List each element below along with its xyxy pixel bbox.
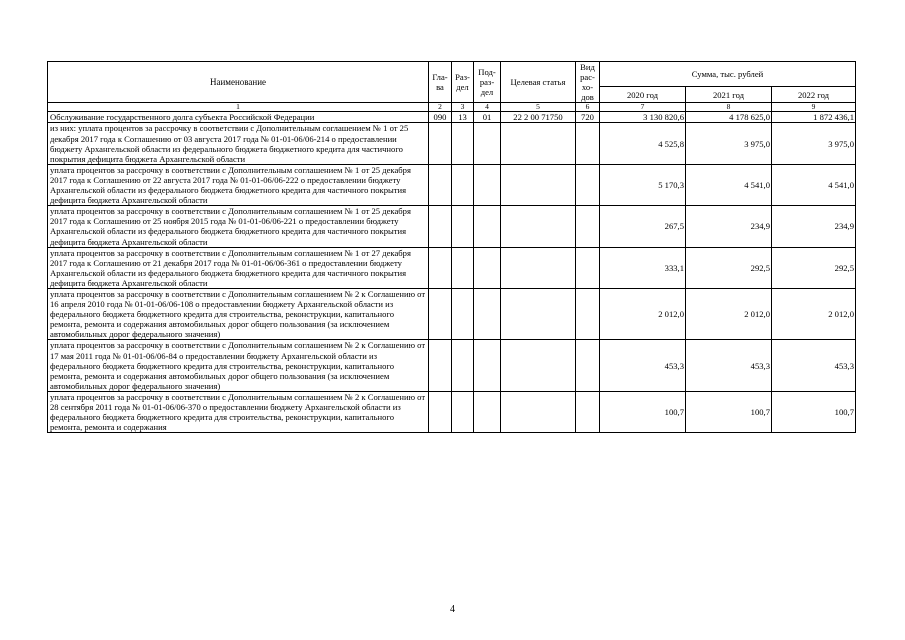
main-row-2021: 4 178 625,0 [686,112,772,123]
detail-rows [48,123,856,433]
row-podrazdel [474,391,501,432]
table-row [48,123,856,164]
row-razdel [452,123,474,164]
row-vid [576,247,600,288]
row-target [501,391,576,432]
row-2021: 292,5 [686,247,772,288]
row-name: уплата процентов за рассрочку в соответствии с Дополнительным соглашением № 1 от 25 декабря 2017 года к Соглашению от 25 ноября 2015 года № 01-01-06/06-221 о предоставлении бюджету Архангельской области из федерального бюджета бюджетного кредита для частичного покрытия дефицита бюджета Архангельской области [48,206,429,247]
header-name: Наименование [48,62,429,103]
row-target [501,123,576,164]
row-razdel [452,164,474,205]
row-2021: 3 975,0 [686,123,772,164]
header-podrazdel: Под-раз-дел [474,62,501,103]
row-target [501,340,576,391]
row-2020: 333,1 [600,247,686,288]
row-vid [576,340,600,391]
row-2021: 453,3 [686,340,772,391]
row-glava [429,247,452,288]
row-razdel [452,340,474,391]
header-vid: Вид рас-хо-дов [576,62,600,103]
main-row-glava: 090 [429,112,452,123]
row-glava [429,340,452,391]
row-name: уплата процентов за рассрочку в соответствии с Дополнительным соглашением № 1 от 27 декабря 2017 года к Соглашению от 21 декабря 2017 года № 01-01-06/06-361 о предоставлении бюджету Архангельской области из федерального бюджета бюджетного кредита для частичного покрытия дефицита бюджета Архангельской области [48,247,429,288]
row-2020: 4 525,8 [600,123,686,164]
row-vid [576,206,600,247]
row-2021: 4 541,0 [686,164,772,205]
row-podrazdel [474,288,501,339]
col-number: 7 [600,103,686,112]
col-number: 1 [48,103,429,112]
row-glava [429,123,452,164]
table-row [48,391,856,432]
row-2020: 2 012,0 [600,288,686,339]
row-2020: 5 170,3 [600,164,686,205]
row-glava [429,164,452,205]
row-name: уплата процентов за рассрочку в соответствии с Дополнительным соглашением № 2 к Соглашению от 16 апреля 2010 года № 01-01-06/06-108 о предоставлении бюджету Архангельской области из федерального бюджета бюджетного кредита для строительства, реконструкции, капитального ремонта, ремонта и содержания автомобильных дорог общего пользования (за исключением автомобильных дорог федерального значения) [48,288,429,339]
main-row-target: 22 2 00 71750 [501,112,576,123]
row-razdel [452,247,474,288]
row-target [501,164,576,205]
table-row [48,206,856,247]
col-number: 6 [576,103,600,112]
row-podrazdel [474,247,501,288]
row-name: уплата процентов за рассрочку в соответствии с Дополнительным соглашением № 2 к Соглашению от 17 мая 2011 года № 01-01-06/06-84 о предоставлении бюджету Архангельской области из федерального бюджета бюджетного кредита для строительства, реконструкции, капитального ремонта, ремонта и содержания автомобильных дорог общего пользования (за исключением автомобильных дорог федерального значения) [48,340,429,391]
row-2022: 2 012,0 [772,288,856,339]
table-row [48,288,856,339]
main-row-2022: 1 872 436,1 [772,112,856,123]
col-number: 4 [474,103,501,112]
col-number: 5 [501,103,576,112]
row-2020: 100,7 [600,391,686,432]
row-razdel [452,288,474,339]
table-row [48,340,856,391]
main-row-vid: 720 [576,112,600,123]
header-sum: Сумма, тыс. рублей [600,62,856,87]
header-glava: Гла-ва [429,62,452,103]
row-name: уплата процентов за рассрочку в соответствии с Дополнительным соглашением № 2 к Соглашению от 28 сентября 2011 года № 01-01-06/06-370 о предоставлении бюджету Архангельской области из федерального бюджета бюджетного кредита для строительства, реконструкции, капитального ремонта, ремонта и содержания [48,391,429,432]
row-name: из них: уплата процентов за рассрочку в соответствии с Дополнительным соглашением № 1 от 25 декабря 2017 года к Соглашению от 03 августа 2017 года № 01-01-06/06-214 о предоставлении бюджету Архангельской области из федерального бюджета бюджетного кредита для частичного покрытия дефицита бюджета Архангельской области [48,123,429,164]
table-row [48,247,856,288]
row-glava [429,288,452,339]
col-number: 3 [452,103,474,112]
row-glava [429,391,452,432]
row-podrazdel [474,206,501,247]
header-2020: 2020 год [600,87,686,103]
row-2021: 100,7 [686,391,772,432]
main-row-razdel: 13 [452,112,474,123]
budget-table [47,61,856,433]
main-row [48,112,856,123]
row-target [501,247,576,288]
row-2022: 292,5 [772,247,856,288]
row-vid [576,164,600,205]
row-2022: 234,9 [772,206,856,247]
row-target [501,206,576,247]
row-podrazdel [474,123,501,164]
row-razdel [452,206,474,247]
column-number-row [48,103,856,112]
row-target [501,288,576,339]
col-number: 9 [772,103,856,112]
header-2022: 2022 год [772,87,856,103]
row-2022: 3 975,0 [772,123,856,164]
table-row [48,164,856,205]
page-number: 4 [450,604,455,615]
row-vid [576,288,600,339]
row-2021: 2 012,0 [686,288,772,339]
main-row-2020: 3 130 820,6 [600,112,686,123]
header-target: Целевая статья [501,62,576,103]
row-razdel [452,391,474,432]
row-2020: 267,5 [600,206,686,247]
row-vid [576,123,600,164]
row-2022: 4 541,0 [772,164,856,205]
main-row-podrazdel: 01 [474,112,501,123]
row-2020: 453,3 [600,340,686,391]
header-razdel: Раз-дел [452,62,474,103]
row-vid [576,391,600,432]
main-row-name: Обслуживание государственного долга субъекта Российской Федерации [48,112,429,123]
row-2022: 100,7 [772,391,856,432]
row-podrazdel [474,164,501,205]
row-glava [429,206,452,247]
col-number: 2 [429,103,452,112]
col-number: 8 [686,103,772,112]
row-name: уплата процентов за рассрочку в соответствии с Дополнительным соглашением № 1 от 25 декабря 2017 года к Соглашению от 22 августа 2017 года № 01-01-06/06-222 о предоставлении бюджету Архангельской области из федерального бюджета бюджетного кредита для частичного покрытия дефицита бюджета Архангельской области [48,164,429,205]
header-row-1 [48,62,856,87]
row-2022: 453,3 [772,340,856,391]
row-2021: 234,9 [686,206,772,247]
header-2021: 2021 год [686,87,772,103]
row-podrazdel [474,340,501,391]
